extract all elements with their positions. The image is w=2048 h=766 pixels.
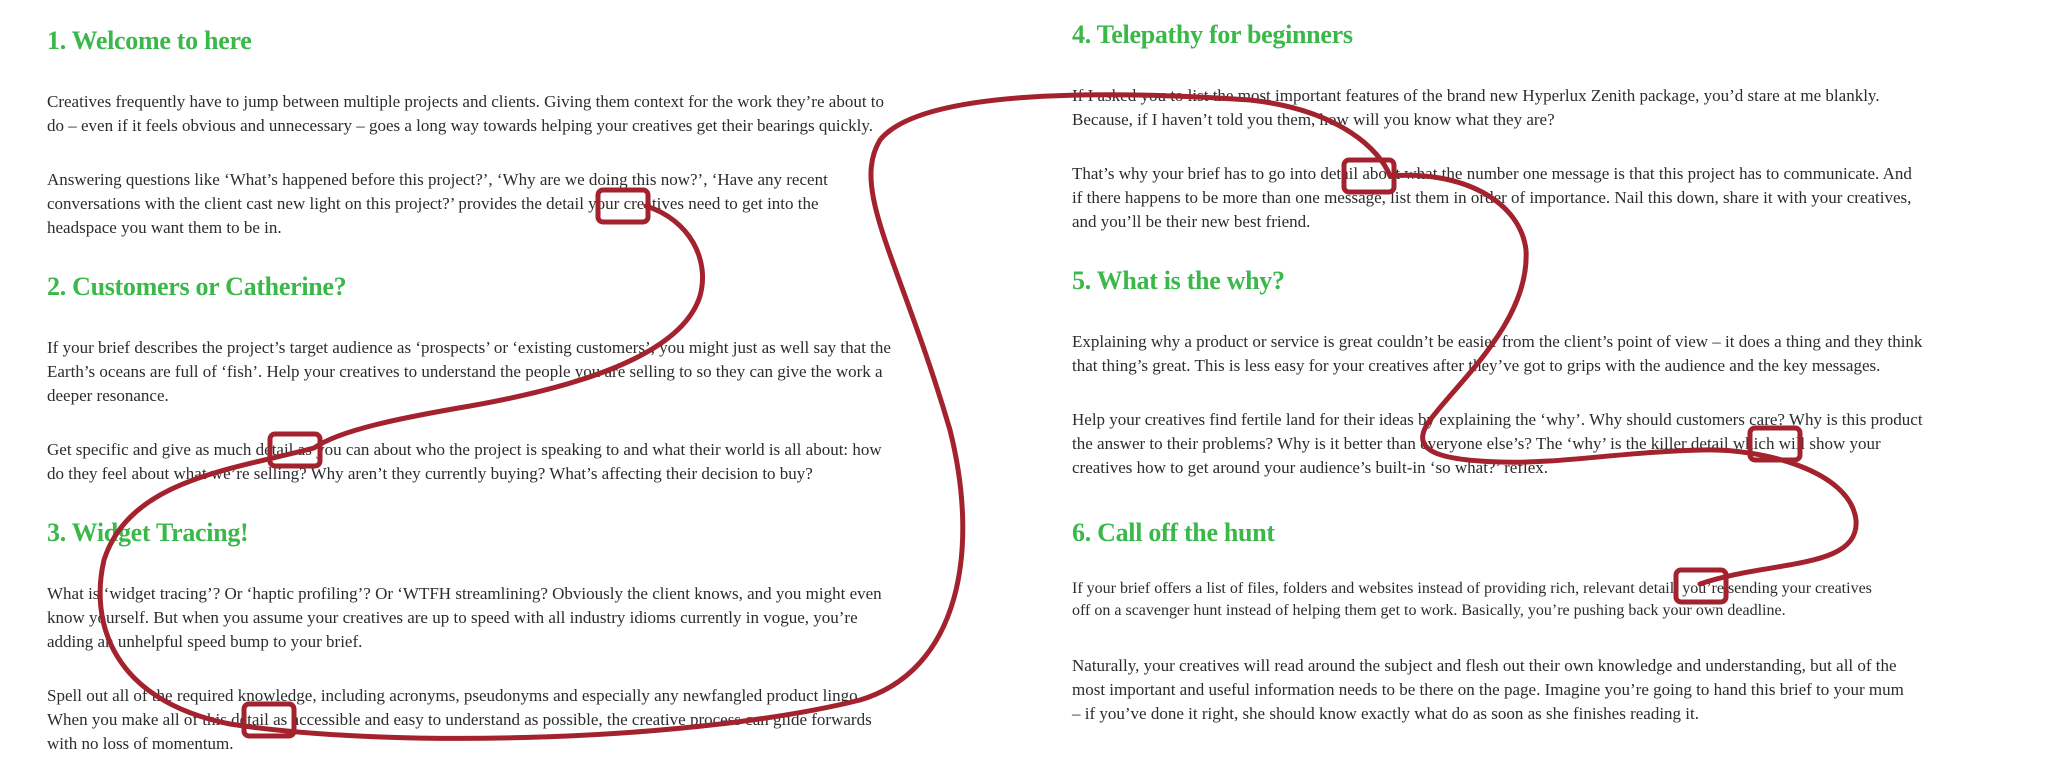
text-line: That’s why your brief has to go into detail about what the number one message is that this project has to communicate. And bbox=[1072, 164, 1912, 183]
text-line: conversations with the client cast new light on this project?’ provides the detail your creatives need to get into the bbox=[47, 194, 819, 213]
text-line: Spell out all of the required knowledge, including acronyms, pseudonyms and especially any newfangled product lingo. bbox=[47, 686, 862, 705]
text-line: What is ‘widget tracing’? Or ‘haptic profiling’? Or ‘WTFH streamlining? Obviously the client knows, and you might even bbox=[47, 584, 882, 603]
section-1-paragraph-2 bbox=[47, 168, 828, 240]
text-line: Help your creatives find fertile land for their ideas by explaining the ‘why’. Why should customers care? Why is this product bbox=[1072, 410, 1923, 429]
text-line: Explaining why a product or service is great couldn’t be easier from the client’s point of view – it does a thing and they think bbox=[1072, 332, 1923, 351]
text-line: Earth’s oceans are full of ‘fish’. Help your creatives to understand the people you are selling to so they can give the work a bbox=[47, 362, 883, 381]
section-5-heading: 5. What is the why? bbox=[1072, 266, 1285, 295]
section-1-paragraph-1 bbox=[47, 90, 884, 138]
section-5-paragraph-2 bbox=[1072, 408, 1923, 480]
section-2-paragraph-2 bbox=[47, 438, 882, 486]
section-2-paragraph-1 bbox=[47, 336, 891, 408]
section-4-paragraph-1 bbox=[1072, 84, 1880, 132]
section-4-paragraph-2 bbox=[1072, 162, 1912, 234]
text-line: If I asked you to list the most important features of the brand new Hyperlux Zenith package, you’d stare at me blankly. bbox=[1072, 86, 1880, 105]
text-line: If your brief offers a list of files, folders and websites instead of providing rich, relevant detail, you’re sending your creatives bbox=[1072, 580, 1872, 597]
text-line: and you’ll be their new best friend. bbox=[1072, 212, 1311, 231]
section-6-heading: 6. Call off the hunt bbox=[1072, 518, 1275, 547]
text-line: that thing’s great. This is less easy for your creatives after they’ve got to grips with the audience and the key messages. bbox=[1072, 356, 1881, 375]
text-line: – if you’ve done it right, she should know exactly what do as soon as she finishes reading it. bbox=[1072, 704, 1699, 723]
text-line: Naturally, your creatives will read around the subject and flesh out their own knowledge and understanding, but all of the bbox=[1072, 656, 1897, 675]
text-line: most important and useful information needs to be there on the page. Imagine you’re going to hand this brief to your mum bbox=[1072, 680, 1904, 699]
text-line: If your brief describes the project’s target audience as ‘prospects’ or ‘existing customers’, you might just as well say that the bbox=[47, 338, 891, 357]
text-line: headspace you want them to be in. bbox=[47, 218, 282, 237]
text-line: deeper resonance. bbox=[47, 386, 169, 405]
section-4-heading: 4. Telepathy for beginners bbox=[1072, 20, 1353, 49]
text-line: Creatives frequently have to jump between multiple projects and clients. Giving them context for the work they’re about to bbox=[47, 92, 885, 111]
section-6-paragraph-2 bbox=[1072, 654, 1904, 726]
section-3-heading: 3. Widget Tracing! bbox=[47, 518, 249, 547]
text-line: if there happens to be more than one message, list them in order of importance. Nail this down, share it with your creatives, bbox=[1072, 188, 1912, 207]
section-5-paragraph-1 bbox=[1072, 330, 1922, 378]
text-line: with no loss of momentum. bbox=[47, 734, 234, 753]
text-line: adding an unhelpful speed bump to your brief. bbox=[47, 632, 363, 651]
text-line: Get specific and give as much detail as you can about who the project is speaking to and what their world is all about: how bbox=[47, 440, 882, 459]
text-line: the answer to their problems? Why is it better than everyone else’s? The ‘why’ is the killer detail which will show your bbox=[1072, 434, 1881, 453]
section-1-heading: 1. Welcome to here bbox=[47, 26, 252, 55]
section-3-paragraph-2 bbox=[47, 684, 872, 756]
text-line: do they feel about what we’re selling? Why aren’t they currently buying? What’s affecting their decision to buy? bbox=[47, 464, 813, 483]
section-6-paragraph-1 bbox=[1072, 578, 1872, 622]
text-line: know yourself. But when you assume your creatives are up to speed with all industry idioms currently in vogue, you’re bbox=[47, 608, 858, 627]
text-line: When you make all of this detail as accessible and easy to understand as possible, the creative process can glide forwards bbox=[47, 710, 872, 729]
text-line: do – even if it feels obvious and unnecessary – goes a long way towards helping your creatives get their bearings quickly. bbox=[47, 116, 874, 135]
text-line: creatives how to get around your audience’s built-in ‘so what?’ reflex. bbox=[1072, 458, 1548, 477]
text-line: off on a scavenger hunt instead of helping them get to work. Basically, you’re pushing back your own deadline. bbox=[1072, 602, 1786, 619]
text-line: Answering questions like ‘What’s happened before this project?’, ‘Why are we doing this now?’, ‘Have any recent bbox=[47, 170, 828, 189]
section-2-heading: 2. Customers or Catherine? bbox=[47, 272, 347, 301]
section-3-paragraph-1 bbox=[47, 582, 882, 654]
text-line: Because, if I haven’t told you them, how will you know what they are? bbox=[1072, 110, 1555, 129]
